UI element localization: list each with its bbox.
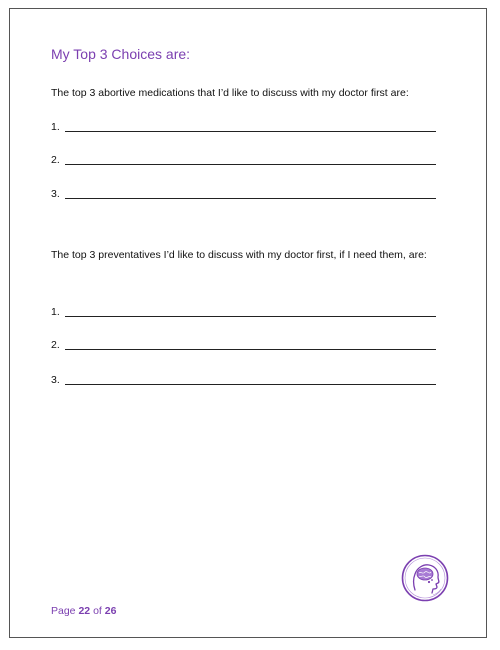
abortive-choice-1-field[interactable]: [51, 117, 436, 133]
footer-current-page: 22: [78, 605, 91, 617]
abortive-choice-3-line: [65, 198, 436, 199]
abortive-choice-2-field[interactable]: [51, 150, 436, 166]
abortive-choice-1-line: [65, 131, 436, 132]
abortive-choice-3-number: 3.: [51, 188, 60, 200]
preventative-choice-1-line: [65, 316, 436, 317]
page-heading: My Top 3 Choices are:: [51, 46, 191, 62]
preventative-choice-3-number: 3.: [51, 374, 60, 386]
preventative-choice-3-field[interactable]: [51, 370, 436, 386]
brain-head-logo-icon: [400, 553, 450, 603]
document-page: [9, 8, 487, 638]
footer-total-pages: 26: [104, 605, 117, 617]
preventative-choice-3-line: [65, 384, 436, 385]
preventative-choice-2-line: [65, 349, 436, 350]
preventative-choice-1-number: 1.: [51, 306, 60, 318]
abortive-choice-2-number: 2.: [51, 154, 60, 166]
page-number-footer: [51, 605, 116, 617]
abortive-prompt: The top 3 abortive medications that I’d like to discuss with my doctor first are:: [51, 87, 409, 99]
footer-page-word: Page: [51, 605, 76, 617]
preventative-choice-2-number: 2.: [51, 339, 60, 351]
footer-of-word: of: [93, 605, 102, 617]
preventative-prompt: The top 3 preventatives I’d like to discuss with my doctor first, if I need them, are:: [51, 249, 427, 261]
abortive-choice-2-line: [65, 164, 436, 165]
abortive-choice-1-number: 1.: [51, 121, 60, 133]
preventative-choice-1-field[interactable]: [51, 302, 436, 318]
abortive-choice-3-field[interactable]: [51, 184, 436, 200]
preventative-choice-2-field[interactable]: [51, 335, 436, 351]
